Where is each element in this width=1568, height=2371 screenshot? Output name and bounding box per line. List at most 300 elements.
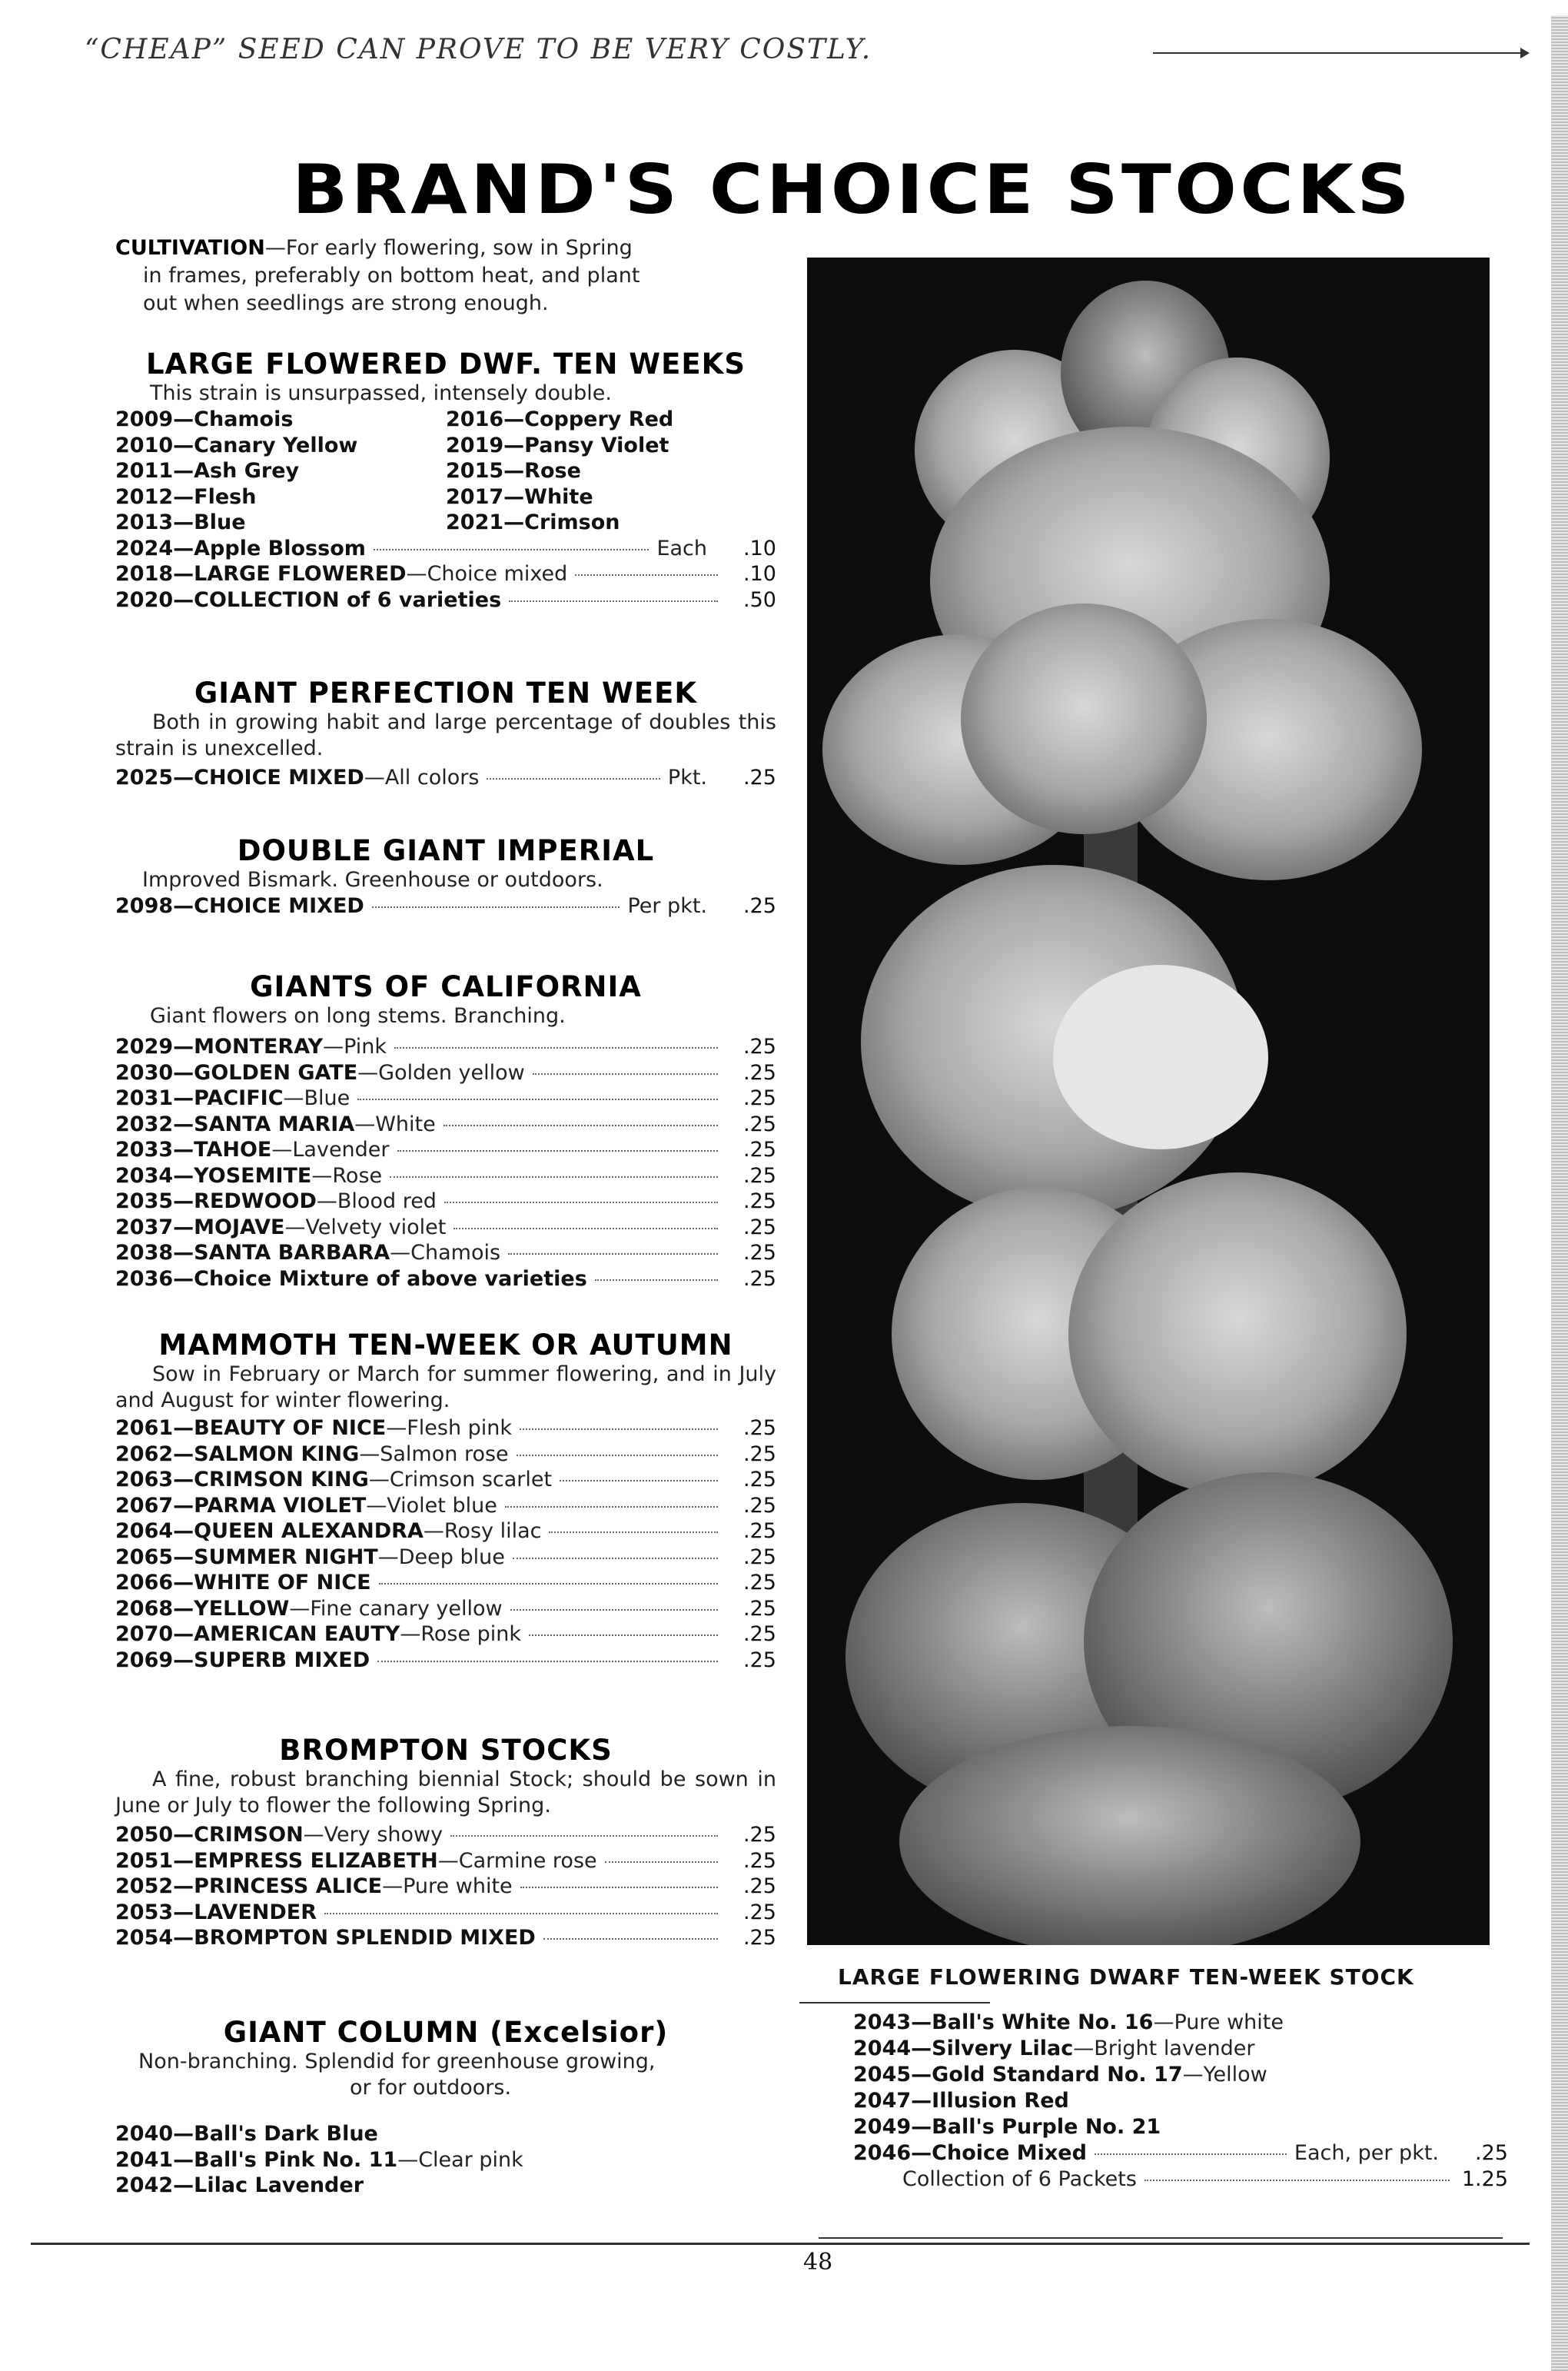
item-code: 2051 [115, 1848, 174, 1873]
item-name: BROMPTON SPLENDID MIXED [194, 1926, 536, 1950]
item-code: 2037 [115, 1215, 174, 1239]
item-code: 2032 [115, 1112, 174, 1136]
item-name: Gold Standard No. 17 [932, 2063, 1183, 2087]
list-item [115, 1545, 776, 1571]
item-code: 2068 [115, 1596, 174, 1621]
item-description: Lavender [292, 1138, 390, 1162]
dash-separator: — [173, 1545, 194, 1569]
item-code: 2043 [853, 2010, 912, 2034]
leader-dots [520, 1887, 718, 1888]
dash-separator: — [173, 1468, 194, 1491]
item-name: CRIMSON [194, 1823, 304, 1847]
item-name: TAHOE [194, 1138, 272, 1162]
list-item [115, 1137, 776, 1163]
list-item [115, 1621, 776, 1648]
item-name: Crimson [524, 510, 620, 534]
item-name: MONTERAY [194, 1035, 324, 1059]
leader-dots [575, 574, 718, 576]
item-name: AMERICAN EAUTY [194, 1622, 400, 1646]
section-heading: LARGE FLOWERED DWF. TEN WEEKS [145, 348, 746, 381]
list-item [115, 561, 776, 587]
flower-spike-illustration [807, 258, 1490, 1945]
list-item [115, 536, 776, 562]
divider [819, 2237, 1503, 2239]
list-item [115, 2121, 776, 2147]
item-price: .25 [743, 1571, 776, 1595]
item-name: LAVENDER [194, 1900, 317, 1924]
item-code: 2013 [115, 510, 174, 534]
item-name: Ball's Purple No. 21 [932, 2115, 1161, 2139]
leader-dots [510, 1609, 718, 1611]
dash-separator: — [173, 894, 194, 918]
leader-dots [390, 1176, 718, 1178]
item-price: .25 [743, 1442, 776, 1466]
dash-separator: — [289, 1596, 311, 1621]
item-price: .25 [743, 1189, 776, 1213]
item-price: .25 [743, 1086, 776, 1110]
item-code: 2030 [115, 1060, 174, 1085]
leader-dots [509, 600, 718, 602]
leader-dots [529, 1634, 718, 1636]
item-price: .25 [743, 1215, 776, 1239]
dash-separator: — [437, 1848, 459, 1873]
item-name: REDWOOD [194, 1189, 317, 1213]
item-description: Golden yellow [378, 1060, 525, 1085]
item-code: 2010 [115, 433, 174, 457]
item-code: 2062 [115, 1442, 174, 1466]
list-item [115, 1848, 776, 1874]
section-giants-of-california [115, 970, 776, 1292]
item-name: SANTA BARBARA [194, 1241, 390, 1265]
leader-dots [444, 1202, 718, 1203]
list-item [446, 484, 776, 510]
list-item [115, 1189, 776, 1215]
dash-separator: — [397, 2147, 419, 2172]
list-item [115, 765, 776, 791]
dash-separator: — [173, 1596, 194, 1621]
item-code: 2066 [115, 1571, 174, 1595]
item-name: QUEEN ALEXANDRA [194, 1519, 424, 1543]
item-name: EMPRESS ELIZABETH [194, 1848, 438, 1873]
item-code: 2019 [446, 433, 504, 457]
item-description: Fine canary yellow [310, 1596, 503, 1621]
item-name: Flesh [194, 484, 257, 509]
item-description: Rose [332, 1163, 383, 1188]
dash-separator: — [390, 1241, 411, 1265]
item-description: Pure white [1174, 2010, 1284, 2034]
dash-separator: — [911, 2089, 932, 2113]
item-price: .25 [743, 1648, 776, 1672]
item-code: 2024 [115, 536, 174, 560]
leader-dots [560, 1480, 718, 1481]
item-name: Coppery Red [524, 407, 674, 431]
leader-dots [1095, 2153, 1287, 2155]
cultivation-label: CULTIVATION [115, 236, 265, 260]
item-code: 2029 [115, 1035, 174, 1059]
item-code: 2042 [115, 2173, 174, 2197]
dash-separator: — [503, 510, 525, 534]
list-item [115, 1034, 776, 1060]
leader-dots [379, 1583, 718, 1585]
dash-separator: — [173, 1648, 194, 1672]
item-code: 2016 [446, 407, 504, 431]
leader-dots [374, 549, 649, 550]
item-unit: Each, per pkt. [1294, 2141, 1439, 2165]
item-price: .25 [743, 1622, 776, 1646]
section-description: Non-branching. Splendid for greenhouse growing, [138, 2050, 656, 2073]
item-price: .25 [743, 766, 776, 790]
dash-separator: — [173, 1215, 194, 1239]
dash-separator: — [173, 2122, 194, 2146]
section-description: Giant flowers on long stems. Branching. [150, 1004, 566, 1028]
item-price: .25 [743, 1241, 776, 1265]
dash-separator: — [173, 1622, 194, 1646]
dash-separator: — [173, 1189, 194, 1213]
item-price: .25 [743, 1493, 776, 1518]
item-description: Violet blue [387, 1493, 497, 1518]
item-name: CRIMSON KING [194, 1468, 369, 1491]
item-price: .10 [743, 562, 776, 586]
leader-dots [324, 1913, 718, 1914]
item-code: 2050 [115, 1823, 174, 1847]
item-price: .25 [743, 1823, 776, 1847]
dash-separator: — [173, 536, 194, 560]
section-description: or for outdoors. [350, 2076, 512, 2100]
dash-separator: — [173, 484, 194, 509]
dash-separator: — [173, 587, 194, 612]
item-price: .25 [1475, 2141, 1508, 2165]
photo-caption: LARGE FLOWERING DWARF TEN-WEEK STOCK [838, 1964, 1414, 1990]
dash-separator: — [357, 1060, 379, 1085]
dash-separator: — [173, 1571, 194, 1595]
dash-separator: — [173, 1266, 194, 1291]
section-giant-column [115, 2016, 776, 2199]
item-price: .25 [743, 1112, 776, 1136]
cultivation-text: out when seedlings are strong enough. [143, 291, 549, 315]
item-name: Choice Mixed [932, 2141, 1087, 2165]
section-mammoth [115, 1328, 776, 1673]
item-code: 2033 [115, 1138, 174, 1162]
item-price: .50 [743, 587, 776, 612]
section-heading: GIANT PERFECTION TEN WEEK [194, 677, 698, 710]
item-code: 2049 [853, 2115, 912, 2139]
item-name: SUPERB MIXED [194, 1648, 370, 1672]
item-code: 2034 [115, 1163, 174, 1188]
list-item [115, 484, 446, 510]
list-item [115, 1415, 776, 1442]
section-heading: GIANTS OF CALIFORNIA [250, 970, 642, 1003]
dash-separator: — [303, 1823, 324, 1847]
dash-separator: — [368, 1468, 390, 1491]
dash-separator: — [503, 484, 525, 509]
dash-separator: — [173, 1926, 194, 1950]
section-brompton [115, 1734, 776, 1951]
dash-separator: — [173, 1112, 194, 1136]
dash-separator: — [173, 1823, 194, 1847]
list-item [115, 458, 446, 484]
item-code: 2021 [446, 510, 504, 534]
dash-separator: — [173, 1035, 194, 1059]
item-code: 2047 [853, 2089, 912, 2113]
item-name: Ash Grey [194, 459, 300, 483]
item-name: Chamois [194, 407, 294, 431]
list-item [115, 1570, 776, 1596]
item-code: 2040 [115, 2122, 174, 2146]
dash-separator: — [911, 2115, 932, 2139]
leader-dots [533, 1073, 718, 1075]
item-code: 2063 [115, 1468, 174, 1491]
section-large-flowered [115, 348, 776, 613]
item-code: 2036 [115, 1266, 174, 1291]
list-item [115, 433, 446, 459]
item-description: Rose pink [420, 1622, 522, 1646]
list-item [115, 510, 446, 536]
item-code: 2098 [115, 894, 174, 918]
item-name: Ball's Dark Blue [194, 2122, 378, 2146]
item-name: SALMON KING [194, 1442, 360, 1466]
dash-separator: — [173, 407, 194, 431]
dash-separator: — [382, 1874, 404, 1898]
leader-dots [394, 1047, 718, 1049]
dash-separator: — [423, 1519, 444, 1543]
item-code: 2052 [115, 1874, 174, 1898]
item-code: 2045 [853, 2063, 912, 2087]
list-item [115, 587, 776, 614]
dash-separator: — [173, 1442, 194, 1466]
dash-separator: — [173, 1416, 194, 1440]
section-description: A fine, robust branching biennial Stock; should be sown in June or July to flower the following Spring. [115, 1767, 776, 1817]
list-item [853, 2062, 1508, 2088]
item-description: Chamois [410, 1241, 501, 1265]
dash-separator: — [911, 2010, 932, 2034]
item-name: Apple Blossom [194, 536, 366, 560]
divider [799, 2002, 990, 2004]
leader-dots [595, 1279, 718, 1281]
item-code: 2053 [115, 1900, 174, 1924]
dash-separator: — [406, 562, 427, 586]
dash-separator: — [173, 510, 194, 534]
dash-separator: — [173, 562, 194, 586]
dash-separator: — [173, 766, 194, 790]
item-description: Deep blue [398, 1545, 505, 1569]
item-description: Very showy [324, 1823, 443, 1847]
list-item [115, 1648, 776, 1674]
dash-separator: — [173, 1086, 194, 1110]
item-unit: Pkt. [667, 766, 707, 790]
dash-separator: — [173, 1848, 194, 1873]
item-unit: Per pkt. [627, 894, 707, 918]
item-price: .25 [743, 1416, 776, 1440]
section-double-giant-imperial [115, 834, 776, 919]
item-name: Lilac Lavender [194, 2173, 364, 2197]
item-price: .25 [743, 1468, 776, 1491]
item-price: .25 [743, 1035, 776, 1059]
section-heading: GIANT COLUMN (Excelsior) [223, 2016, 669, 2049]
item-description: Pure white [403, 1874, 513, 1898]
dash-separator: — [386, 1416, 407, 1440]
variety-grid [115, 407, 776, 536]
item-code: 2061 [115, 1416, 174, 1440]
leader-dots [549, 1531, 718, 1533]
item-description: Choice mixed [427, 562, 568, 586]
section-heading: MAMMOTH TEN-WEEK OR AUTUMN [158, 1328, 733, 1362]
item-name: WHITE OF NICE [194, 1571, 371, 1595]
item-name: Ball's Pink No. 11 [194, 2147, 398, 2172]
leader-dots [517, 1455, 718, 1456]
item-code: 2009 [115, 407, 174, 431]
item-description: Rosy lilac [443, 1519, 542, 1543]
list-item [115, 1874, 776, 1900]
arrow-right-icon [1153, 52, 1526, 54]
dash-separator: — [173, 1138, 194, 1162]
item-name: CHOICE MIXED [194, 894, 364, 918]
dash-separator: — [173, 2147, 194, 2172]
item-code: 2046 [853, 2141, 912, 2165]
item-name: PARMA VIOLET [194, 1493, 367, 1518]
leader-dots [543, 1938, 718, 1940]
scan-edge [1551, 15, 1568, 2371]
dash-separator: — [173, 1060, 194, 1085]
cultivation-note [115, 234, 769, 318]
list-item [115, 407, 446, 433]
leader-dots [513, 1558, 718, 1559]
item-code: 2020 [115, 587, 174, 612]
list-item [115, 2173, 776, 2199]
list-item [115, 893, 776, 919]
list-item [115, 1163, 776, 1189]
item-name: PRINCESS ALICE [194, 1874, 383, 1898]
list-item [115, 1112, 776, 1138]
dash-separator: — [377, 1545, 399, 1569]
dash-separator: — [1073, 2037, 1095, 2060]
item-name: MOJAVE [194, 1215, 285, 1239]
item-name: Choice Mixture of above varieties [194, 1266, 587, 1291]
list-item [853, 2036, 1508, 2062]
dash-separator: — [173, 1519, 194, 1543]
dash-separator: — [173, 1900, 194, 1924]
collection-row [853, 2166, 1508, 2193]
list-item [115, 1925, 776, 1951]
stock-flower-photo [807, 258, 1490, 1945]
dash-separator: — [503, 433, 525, 457]
list-item [115, 1086, 776, 1112]
item-name: SUMMER NIGHT [194, 1545, 378, 1569]
dash-separator: — [173, 1493, 194, 1518]
dash-separator: — [173, 1241, 194, 1265]
item-description: Collection of 6 Packets [902, 2167, 1137, 2191]
item-code: 2015 [446, 459, 504, 483]
item-description: Blue [304, 1086, 350, 1110]
tagline: “CHEAP” SEED CAN PROVE TO BE VERY COSTLY. [85, 34, 872, 65]
item-description: Blood red [337, 1189, 437, 1213]
item-code: 2017 [446, 484, 504, 509]
leader-dots [605, 1861, 718, 1863]
item-price: .25 [743, 1138, 776, 1162]
item-name: BEAUTY OF NICE [194, 1416, 387, 1440]
section-dwarf-ten-week [853, 2010, 1508, 2193]
leader-dots [487, 778, 659, 780]
item-description: White [375, 1112, 436, 1136]
list-item [446, 407, 776, 433]
item-name: White [524, 484, 593, 509]
item-name: GOLDEN GATE [194, 1060, 358, 1085]
item-name: YELLOW [194, 1596, 290, 1621]
item-name: CHOICE MIXED [194, 766, 364, 790]
leader-dots [443, 1125, 718, 1126]
list-item [115, 1493, 776, 1519]
item-price: 1.25 [1461, 2167, 1508, 2191]
item-code: 2069 [115, 1648, 174, 1672]
dash-separator: — [173, 1163, 194, 1188]
cultivation-text: in frames, preferably on bottom heat, and plant [143, 264, 640, 288]
leader-dots [520, 1428, 718, 1430]
item-code: 2064 [115, 1519, 174, 1543]
list-item [115, 1060, 776, 1086]
divider [31, 2243, 1530, 2245]
item-price: .25 [743, 1266, 776, 1291]
item-price: .25 [743, 1926, 776, 1950]
item-description: Bright lavender [1094, 2037, 1255, 2060]
list-item [115, 2147, 776, 2173]
dash-separator: — [364, 766, 385, 790]
item-price: .25 [743, 1545, 776, 1569]
item-name: Ball's White No. 16 [932, 2010, 1154, 2034]
dash-separator: — [173, 459, 194, 483]
list-item [115, 1240, 776, 1266]
item-price: .25 [743, 1900, 776, 1924]
list-item [115, 1596, 776, 1622]
dash-separator: — [173, 433, 194, 457]
item-price: .10 [743, 536, 776, 560]
dash-separator: — [366, 1493, 387, 1518]
section-description: This strain is unsurpassed, intensely double. [150, 381, 612, 405]
list-item [115, 1215, 776, 1241]
leader-dots [377, 1661, 718, 1662]
item-name: SANTA MARIA [194, 1112, 355, 1136]
list-item [446, 458, 776, 484]
item-code: 2044 [853, 2037, 912, 2060]
item-description: Salmon rose [380, 1442, 509, 1466]
leader-dots [450, 1835, 718, 1837]
leader-dots [505, 1506, 718, 1508]
item-description: Flesh pink [407, 1416, 513, 1440]
item-code: 2012 [115, 484, 174, 509]
item-name: YOSEMITE [194, 1163, 312, 1188]
item-name: Rose [524, 459, 581, 483]
item-code: 2035 [115, 1189, 174, 1213]
dash-separator: — [359, 1442, 380, 1466]
item-code: 2054 [115, 1926, 174, 1950]
item-name: Pansy Violet [524, 433, 669, 457]
item-description: Clear pink [418, 2147, 523, 2172]
list-item [853, 2010, 1508, 2036]
section-description: Sow in February or March for summer flowering, and in July and August for winter flowering. [115, 1362, 776, 1412]
item-name: Blue [194, 510, 246, 534]
list-item [446, 510, 776, 536]
item-price: .25 [743, 894, 776, 918]
item-description: Pink [344, 1035, 387, 1059]
dash-separator: — [316, 1189, 337, 1213]
dash-separator: — [1182, 2063, 1204, 2087]
item-name: COLLECTION of 6 varieties [194, 587, 502, 612]
leader-dots [397, 1150, 718, 1152]
section-giant-perfection [115, 677, 776, 791]
item-code: 2018 [115, 562, 174, 586]
item-code: 2011 [115, 459, 174, 483]
list-item [853, 2088, 1508, 2114]
section-heading: DOUBLE GIANT IMPERIAL [237, 834, 655, 867]
item-description: Crimson scarlet [389, 1468, 553, 1491]
